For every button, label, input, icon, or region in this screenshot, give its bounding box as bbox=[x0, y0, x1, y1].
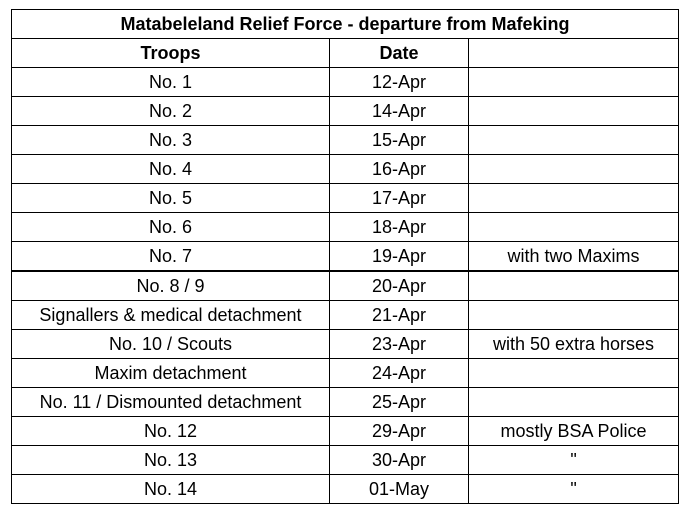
date-cell: 01-May bbox=[330, 475, 469, 504]
note-cell bbox=[469, 97, 679, 126]
table-row bbox=[12, 126, 679, 155]
note-cell: " bbox=[469, 446, 679, 475]
troops-cell: No. 6 bbox=[12, 213, 330, 242]
table-row bbox=[12, 359, 679, 388]
date-cell: 20-Apr bbox=[330, 271, 469, 301]
header-troops: Troops bbox=[12, 39, 330, 68]
note-cell bbox=[469, 388, 679, 417]
table-body bbox=[12, 10, 679, 504]
note-cell bbox=[469, 126, 679, 155]
troops-cell: No. 11 / Dismounted detachment bbox=[12, 388, 330, 417]
table-row bbox=[12, 184, 679, 213]
date-cell: 24-Apr bbox=[330, 359, 469, 388]
troops-cell: No. 7 bbox=[12, 242, 330, 272]
note-cell: with two Maxims bbox=[469, 242, 679, 272]
date-cell: 19-Apr bbox=[330, 242, 469, 272]
note-cell bbox=[469, 213, 679, 242]
note-cell bbox=[469, 359, 679, 388]
troops-cell: No. 14 bbox=[12, 475, 330, 504]
date-cell: 30-Apr bbox=[330, 446, 469, 475]
date-cell: 21-Apr bbox=[330, 301, 469, 330]
header-date: Date bbox=[330, 39, 469, 68]
note-cell: with 50 extra horses bbox=[469, 330, 679, 359]
troops-cell: No. 5 bbox=[12, 184, 330, 213]
header-row bbox=[12, 39, 679, 68]
table-row bbox=[12, 388, 679, 417]
date-cell: 18-Apr bbox=[330, 213, 469, 242]
departure-table bbox=[11, 9, 679, 504]
table-row bbox=[12, 475, 679, 504]
note-cell bbox=[469, 68, 679, 97]
header-note bbox=[469, 39, 679, 68]
table-title: Matabeleland Relief Force - departure from Mafeking bbox=[12, 10, 679, 39]
table-row bbox=[12, 330, 679, 359]
note-cell: " bbox=[469, 475, 679, 504]
note-cell bbox=[469, 271, 679, 301]
date-cell: 17-Apr bbox=[330, 184, 469, 213]
troops-cell: No. 4 bbox=[12, 155, 330, 184]
note-cell bbox=[469, 301, 679, 330]
table-row bbox=[12, 155, 679, 184]
troops-cell: No. 12 bbox=[12, 417, 330, 446]
troops-cell: No. 10 / Scouts bbox=[12, 330, 330, 359]
table-row bbox=[12, 301, 679, 330]
title-row bbox=[12, 10, 679, 39]
troops-cell: Signallers & medical detachment bbox=[12, 301, 330, 330]
date-cell: 23-Apr bbox=[330, 330, 469, 359]
date-cell: 29-Apr bbox=[330, 417, 469, 446]
date-cell: 14-Apr bbox=[330, 97, 469, 126]
table-row bbox=[12, 446, 679, 475]
table-row bbox=[12, 97, 679, 126]
date-cell: 25-Apr bbox=[330, 388, 469, 417]
troops-cell: No. 13 bbox=[12, 446, 330, 475]
note-cell: mostly BSA Police bbox=[469, 417, 679, 446]
table-row bbox=[12, 242, 679, 272]
date-cell: 16-Apr bbox=[330, 155, 469, 184]
troops-cell: No. 3 bbox=[12, 126, 330, 155]
note-cell bbox=[469, 155, 679, 184]
troops-cell: No. 2 bbox=[12, 97, 330, 126]
table-row bbox=[12, 271, 679, 301]
table-row bbox=[12, 213, 679, 242]
date-cell: 12-Apr bbox=[330, 68, 469, 97]
date-cell: 15-Apr bbox=[330, 126, 469, 155]
note-cell bbox=[469, 184, 679, 213]
troops-cell: No. 1 bbox=[12, 68, 330, 97]
table-row bbox=[12, 68, 679, 97]
troops-cell: Maxim detachment bbox=[12, 359, 330, 388]
table-row bbox=[12, 417, 679, 446]
troops-cell: No. 8 / 9 bbox=[12, 271, 330, 301]
